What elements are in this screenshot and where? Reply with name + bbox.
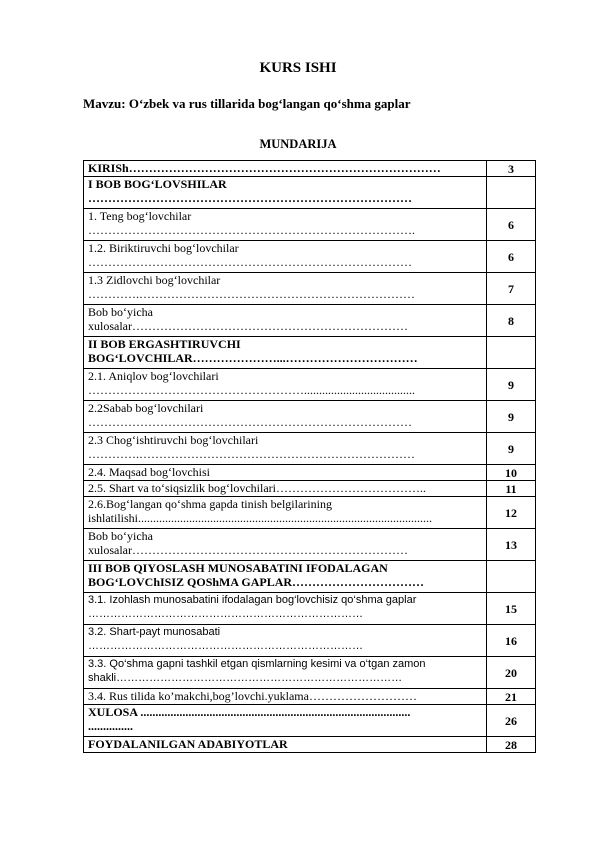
toc-row: [84, 481, 536, 497]
toc-row: [84, 529, 536, 561]
toc-entry-text: XULOSA .......................................................................................... ...............: [84, 705, 487, 737]
toc-entry-text: 1.3 Zidlovchi bog‘lovchilar ………….……………………………………………………………: [84, 273, 487, 305]
toc-page-number: 3: [487, 161, 536, 177]
toc-entry-text: 3.2. Shart-payt munosabati …………………………………………………………………: [84, 625, 487, 657]
toc-page-number: 6: [487, 241, 536, 273]
toc-entry-text: 2.6.Bog‘langan qo‘shma gapda tinish belgilarining ishlatilishi..................................................................................................: [84, 497, 487, 529]
toc-entry-text: II BOB ERGASHTIRUVCHI BOG‘LOVCHILAR…………………...……………………………: [84, 337, 487, 369]
toc-entry-text: 2.5. Shart va to‘siqsizlik bog‘lovchilari………………………………..: [84, 481, 487, 497]
toc-entry-text: Bob bo‘yicha xulosalar……………………………………………………………: [84, 529, 487, 561]
toc-page-number: 9: [487, 369, 536, 401]
toc-row: [84, 337, 536, 369]
toc-entry-text: KIRISh……………………………………………………………………: [84, 161, 487, 177]
toc-row: [84, 433, 536, 465]
toc-page-number: 9: [487, 433, 536, 465]
toc-row: [84, 305, 536, 337]
toc-entry-text: 2.2Sabab bog‘lovchilari ………………………………………………………………………: [84, 401, 487, 433]
toc-row: [84, 561, 536, 593]
toc-row: [84, 705, 536, 737]
toc-entry-text: 3.3. Qo‘shma gapni tashkil etgan qismlarning kesimi va o‘tgan zamon shakli……………………………………………………………………: [84, 657, 487, 689]
toc-row: [84, 625, 536, 657]
document-topic: Mavzu: O‘zbek va rus tillarida bog‘langan qo‘shma gaplar: [83, 96, 411, 111]
contents-heading: MUNDARIJA: [259, 137, 337, 151]
toc-entry-text: 2.3 Chog‘ishtiruvchi bog‘lovchilari ………….……………………………………………………………: [84, 433, 487, 465]
toc-row: [84, 593, 536, 625]
toc-row: [84, 161, 536, 177]
toc-page-number: 10: [487, 465, 536, 481]
toc-row: [84, 209, 536, 241]
toc-page-number: 12: [487, 497, 536, 529]
toc-page-number: 21: [487, 689, 536, 705]
toc-page-number: 20: [487, 657, 536, 689]
toc-page-number: 15: [487, 593, 536, 625]
toc-row: [84, 657, 536, 689]
toc-entry-text: 1. Teng bog‘lovchilar ……………………………………………………………………….: [84, 209, 487, 241]
toc-row: [84, 369, 536, 401]
toc-entry-text: III BOB QIYOSLASH MUNOSABATINI IFODALAGAN BOG‘LOVChISIZ QOShMA GAPLAR……………………………: [84, 561, 487, 593]
toc-entry-text: 1.2. Biriktiruvchi bog‘lovchilar ………………………………………………………………………: [84, 241, 487, 273]
toc-page-number: 9: [487, 401, 536, 433]
toc-page-number: 11: [487, 481, 536, 497]
toc-page-number: 8: [487, 305, 536, 337]
toc-row: [84, 273, 536, 305]
toc-page-number: [487, 561, 536, 593]
toc-entry-text: Bob bo‘yicha xulosalar……………………………………………………………: [84, 305, 487, 337]
toc-row: [84, 737, 536, 753]
toc-row: [84, 177, 536, 209]
toc-entry-text: 3.4. Rus tilida ko’makchi,bog’lovchi.yuklama………………………: [84, 689, 487, 705]
toc-page-number: 28: [487, 737, 536, 753]
toc-page-number: 13: [487, 529, 536, 561]
toc-row: [84, 689, 536, 705]
toc-page-number: 6: [487, 209, 536, 241]
toc-page-number: [487, 337, 536, 369]
table-of-contents: [83, 160, 536, 753]
toc-page-number: 26: [487, 705, 536, 737]
toc-row: [84, 241, 536, 273]
toc-entry-text: FOYDALANILGAN ADABIYOTLAR: [84, 737, 487, 753]
toc-entry-text: 2.1. Aniqlov bog‘lovchilari ……………………………………………….....................................: [84, 369, 487, 401]
document-title: KURS ISHI: [259, 60, 337, 76]
toc-entry-text: 3.1. Izohlash munosabatini ifodalagan bog‘lovchisiz qo‘shma gaplar …………………………………………………………………: [84, 593, 487, 625]
toc-page-number: [487, 177, 536, 209]
toc-entry-text: I BOB BOG‘LOVSHILAR ………………………………………………………………………: [84, 177, 487, 209]
toc-row: [84, 401, 536, 433]
toc-row: [84, 465, 536, 481]
toc-page-number: 16: [487, 625, 536, 657]
toc-entry-text: 2.4. Maqsad bog‘lovchisi: [84, 465, 487, 481]
toc-page-number: 7: [487, 273, 536, 305]
toc-row: [84, 497, 536, 529]
